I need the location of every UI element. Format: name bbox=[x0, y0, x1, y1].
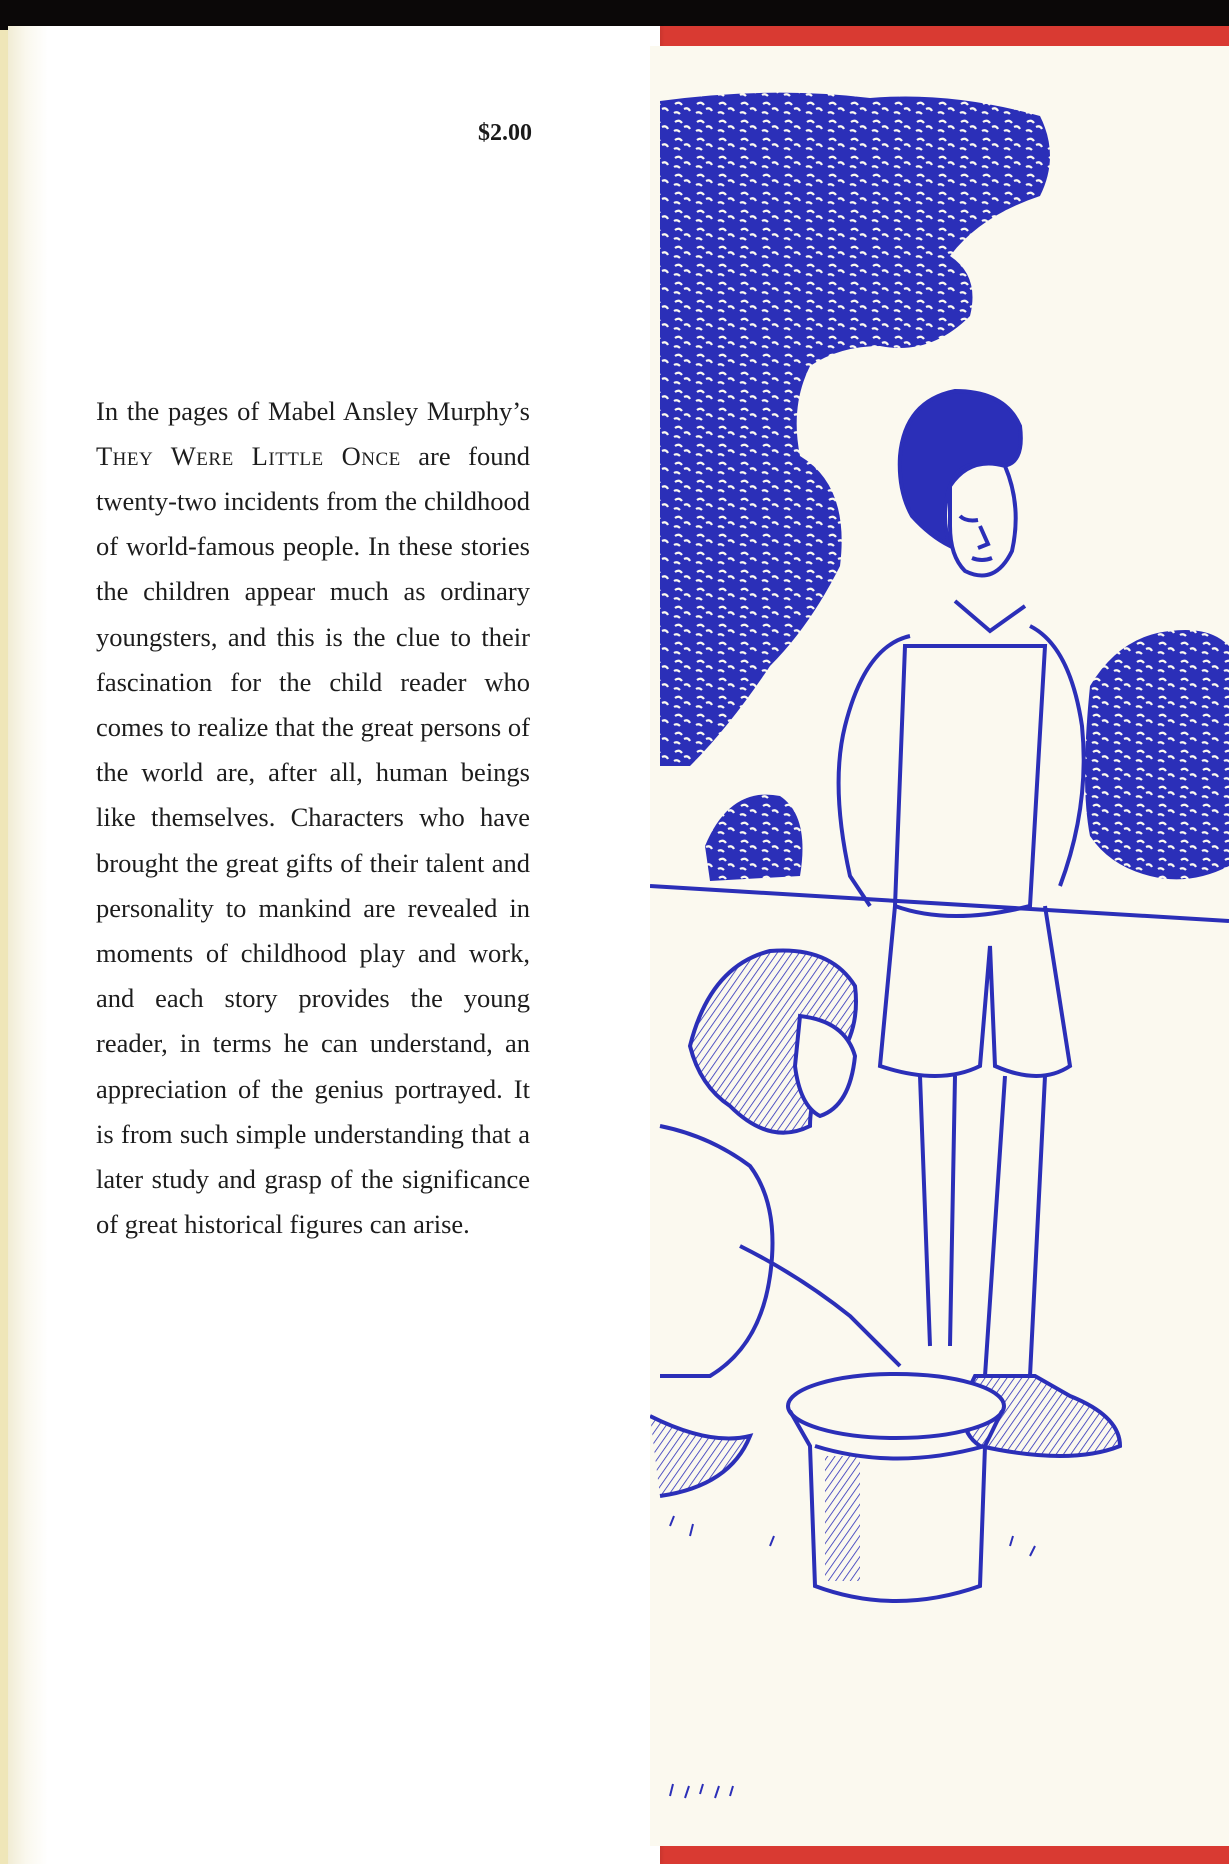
flap-blurb bbox=[96, 389, 530, 1248]
book-title: They Were Little Once bbox=[96, 440, 401, 471]
blurb-body: are found twenty-two incidents from the childhood of world-famous people. In these stories the children appear much as ordinary youngsters, and this is the clue to their fascination for the child reader who comes to realize that the great persons of the world are, after all, human beings like themselves. Characters who have brought the great gifts of their talent and personality to mankind are revealed in moments of childhood play and work, and each story provides the young reader, in terms he can understand, an appreciation of the genius portrayed. It is from such simple understanding that a later study and grasp of the significance of great historical figures can arise. bbox=[96, 440, 530, 1240]
flap-fold-edge bbox=[0, 0, 8, 1864]
blurb-intro: In the pages of Mabel Ansley Murphy’s bbox=[96, 395, 530, 426]
bush-right bbox=[1085, 630, 1229, 879]
cover-illustration bbox=[650, 46, 1229, 1846]
price-label: $2.00 bbox=[478, 120, 532, 146]
cover-red-border-bottom bbox=[660, 1846, 1229, 1864]
cover-red-border-top bbox=[660, 26, 1229, 46]
